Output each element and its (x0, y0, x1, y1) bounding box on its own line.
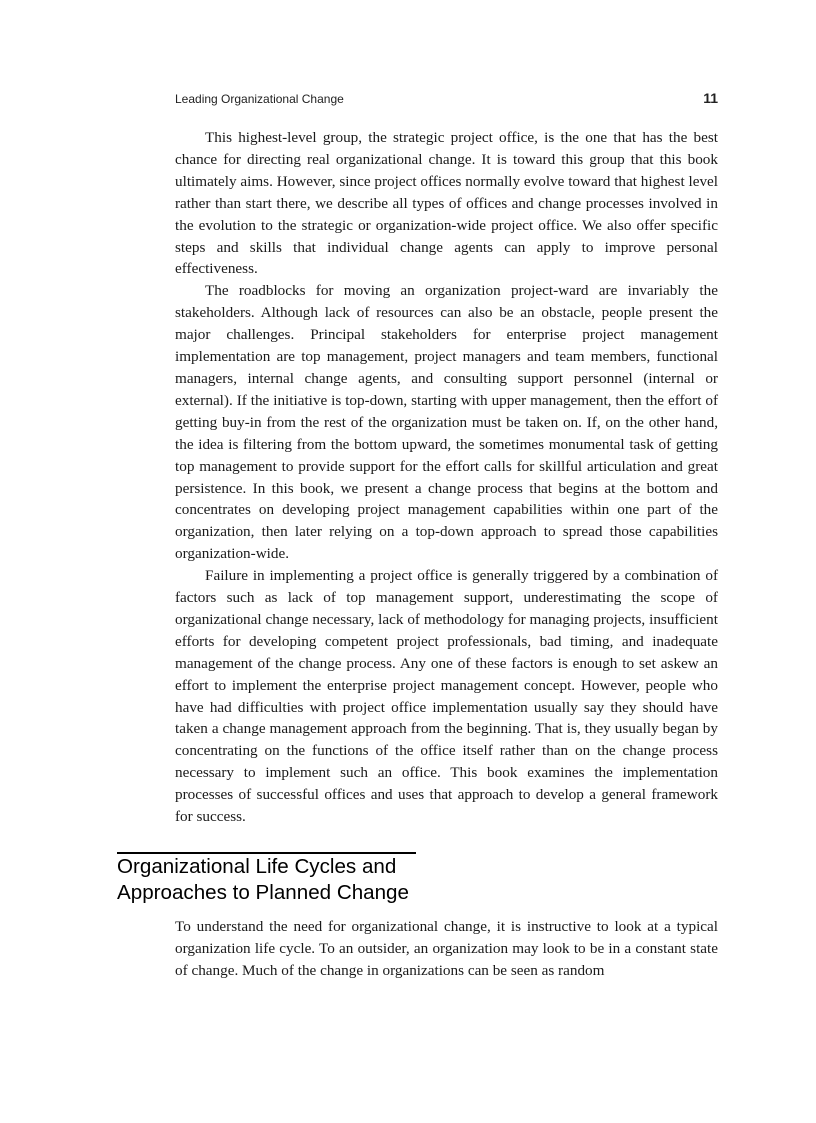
section-heading-line: Approaches to Planned Change (117, 881, 409, 904)
section-heading-line: Organizational Life Cycles and (117, 855, 397, 878)
paragraph: To understand the need for organizational change, it is instructive to look at a typical organization life cycle. To an outsider, an organization may look to be in a constant state of change. Much of the change in organizations can be seen as random (175, 918, 718, 979)
body-text (175, 127, 718, 828)
paragraph: The roadblocks for moving an organization project-ward are invariably the stakeholders. Although lack of resources can also be an obstacle, people present the major challenges. Principal stakeholders for enterprise project management implementation are top management, project managers and team members, functional managers, internal change agents, and consulting support personnel (internal or external). If the initiative is top-down, starting with upper management, then the effort of getting buy-in from the rest of the organization must be taken on. If, on the other hand, the idea is filtering from the bottom upward, the sometimes monumental task of getting top management to provide support for the effort calls for skillful articulation and great persistence. In this book, we present a change process that begins at the bottom and concentrates on developing project management capabilities within one part of the organization, then later relying on a top-down approach to spread those capabilities organization-wide. (175, 282, 718, 563)
running-title: Leading Organizational Change (175, 92, 344, 106)
section-text (175, 916, 718, 982)
page-number: 11 (703, 90, 718, 106)
paragraph: This highest-level group, the strategic project office, is the one that has the best chance for directing real organizational change. It is toward this group that this book ultimately aims. However, since project offices normally evolve toward that highest level rather than start there, we describe all types of offices and change processes involved in the evolution to the strategic or organization-wide project office. We also offer specific steps and skills that individual change agents can apply to improve personal effectiveness. (175, 129, 718, 278)
paragraph: Failure in implementing a project office is generally triggered by a combination of factors such as lack of top management support, underestimating the scope of organizational change necessary, lack of methodology for managing projects, insufficient efforts for developing competent project professionals, bad timing, and inadequate management of the change process. Any one of these factors is enough to set askew an effort to implement the enterprise project management concept. However, people who have had difficulties with project office implementation usually say they should have taken a change management approach from the beginning. That is, they usually began by concentrating on the functions of the office itself rather than on the change process necessary to implement such an office. This book examines the implementation processes of successful offices and uses that approach to develop a general framework for success. (175, 567, 718, 826)
section-heading (117, 854, 537, 906)
running-head (175, 90, 718, 110)
